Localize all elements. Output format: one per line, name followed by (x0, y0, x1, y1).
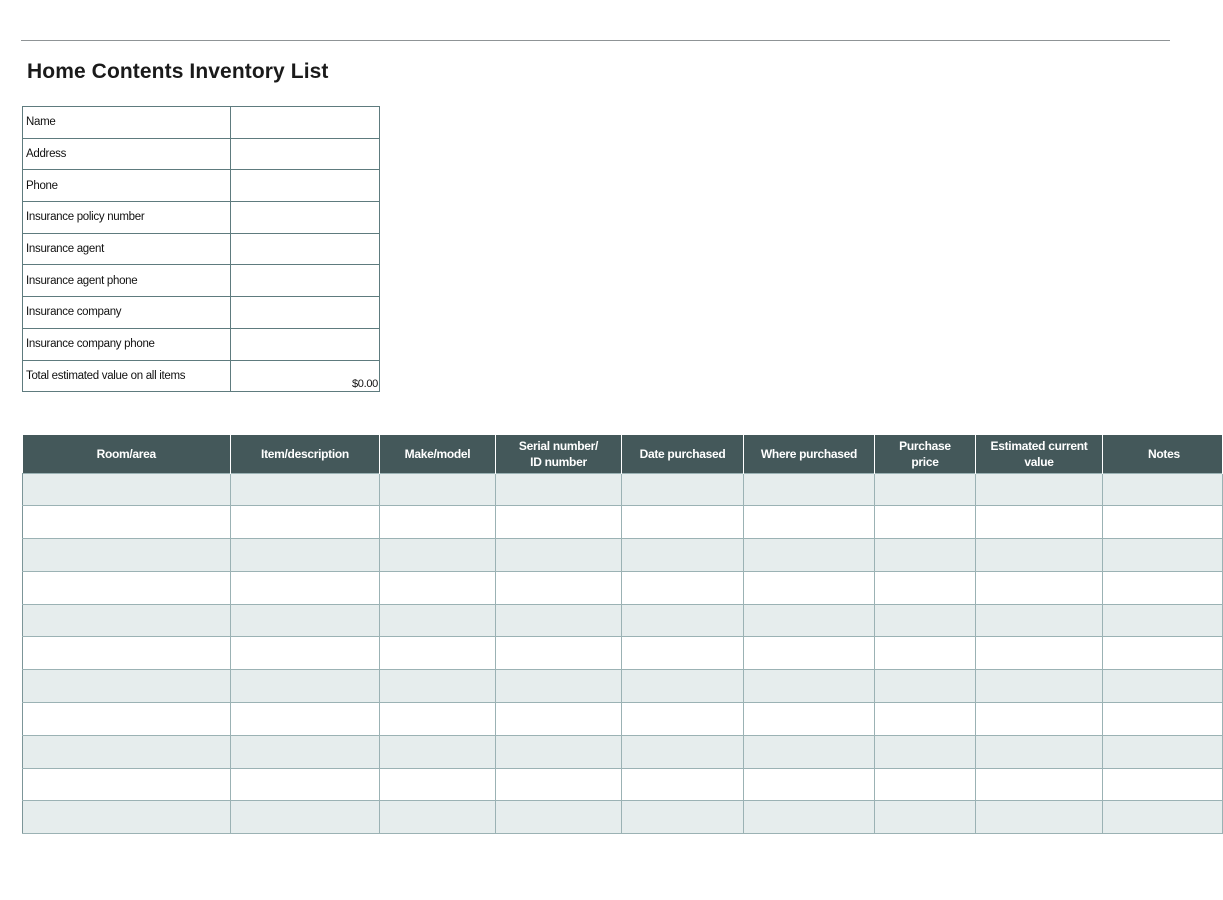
inventory-cell[interactable] (23, 571, 231, 604)
column-header-make-model: Make/model (380, 435, 496, 473)
inventory-cell[interactable] (875, 506, 976, 539)
inventory-cell[interactable] (23, 801, 231, 834)
inventory-cell[interactable] (23, 604, 231, 637)
inventory-cell[interactable] (1103, 735, 1223, 768)
inventory-cell[interactable] (1103, 571, 1223, 604)
inventory-cell[interactable] (622, 604, 744, 637)
inventory-cell[interactable] (496, 703, 622, 736)
column-header-where-purchased: Where purchased (744, 435, 875, 473)
inventory-cell[interactable] (231, 735, 380, 768)
info-row-total-value (23, 360, 380, 392)
inventory-cell[interactable] (744, 571, 875, 604)
column-header-notes: Notes (1103, 435, 1223, 473)
info-value-cell[interactable] (231, 138, 380, 170)
inventory-table-wrapper (22, 435, 1180, 834)
inventory-cell[interactable] (875, 604, 976, 637)
inventory-cell[interactable] (744, 539, 875, 572)
inventory-cell[interactable] (744, 801, 875, 834)
inventory-cell[interactable] (1103, 604, 1223, 637)
column-header-estimated-value: Estimated current value (976, 435, 1103, 473)
inventory-cell[interactable] (380, 571, 496, 604)
inventory-cell[interactable] (1103, 473, 1223, 506)
inventory-cell[interactable] (380, 604, 496, 637)
inventory-cell[interactable] (496, 604, 622, 637)
info-value-cell[interactable] (231, 202, 380, 234)
inventory-cell[interactable] (744, 768, 875, 801)
info-label: Insurance agent phone (23, 265, 231, 297)
inventory-cell[interactable] (622, 703, 744, 736)
inventory-cell[interactable] (875, 670, 976, 703)
inventory-cell[interactable] (976, 703, 1103, 736)
inventory-cell[interactable] (231, 506, 380, 539)
info-label: Insurance company phone (23, 328, 231, 360)
inventory-cell[interactable] (622, 571, 744, 604)
column-header-room: Room/area (23, 435, 231, 473)
inventory-cell[interactable] (231, 637, 380, 670)
info-label: Insurance company (23, 297, 231, 329)
inventory-cell[interactable] (496, 571, 622, 604)
info-label: Insurance policy number (23, 202, 231, 234)
inventory-cell[interactable] (976, 604, 1103, 637)
info-row-company (23, 297, 380, 329)
info-label: Insurance agent (23, 233, 231, 265)
inventory-cell[interactable] (496, 801, 622, 834)
page-title: Home Contents Inventory List (27, 60, 329, 83)
info-label: Name (23, 107, 231, 139)
inventory-cell[interactable] (231, 539, 380, 572)
inventory-cell[interactable] (875, 735, 976, 768)
inventory-cell[interactable] (622, 801, 744, 834)
inventory-cell[interactable] (1103, 670, 1223, 703)
info-row-company-phone (23, 328, 380, 360)
inventory-cell[interactable] (976, 571, 1103, 604)
inventory-cell[interactable] (622, 670, 744, 703)
table-row (23, 539, 1223, 572)
inventory-cell[interactable] (976, 539, 1103, 572)
inventory-table (22, 435, 1223, 834)
inventory-cell[interactable] (380, 801, 496, 834)
inventory-cell[interactable] (231, 670, 380, 703)
table-row (23, 768, 1223, 801)
inventory-header-row (23, 435, 1223, 473)
table-row (23, 637, 1223, 670)
inventory-cell[interactable] (1103, 539, 1223, 572)
inventory-cell[interactable] (622, 506, 744, 539)
inventory-cell[interactable] (875, 637, 976, 670)
inventory-cell[interactable] (23, 670, 231, 703)
info-label: Address (23, 138, 231, 170)
inventory-cell[interactable] (23, 637, 231, 670)
inventory-cell[interactable] (231, 604, 380, 637)
inventory-cell[interactable] (622, 637, 744, 670)
table-row (23, 506, 1223, 539)
inventory-cell[interactable] (622, 768, 744, 801)
inventory-cell[interactable] (496, 473, 622, 506)
inventory-cell[interactable] (976, 506, 1103, 539)
inventory-cell[interactable] (744, 637, 875, 670)
inventory-cell[interactable] (744, 670, 875, 703)
inventory-cell[interactable] (380, 735, 496, 768)
inventory-cell[interactable] (622, 539, 744, 572)
inventory-cell[interactable] (1103, 801, 1223, 834)
info-row-agent-phone (23, 265, 380, 297)
table-row (23, 571, 1223, 604)
inventory-cell[interactable] (496, 768, 622, 801)
inventory-cell[interactable] (875, 768, 976, 801)
table-row (23, 473, 1223, 506)
top-divider (21, 40, 1170, 41)
inventory-cell[interactable] (1103, 703, 1223, 736)
info-row-agent (23, 233, 380, 265)
inventory-cell[interactable] (23, 768, 231, 801)
inventory-cell[interactable] (875, 703, 976, 736)
inventory-cell[interactable] (380, 637, 496, 670)
table-row (23, 703, 1223, 736)
inventory-cell[interactable] (496, 670, 622, 703)
inventory-cell[interactable] (231, 801, 380, 834)
column-header-purchase-price: Purchase price (875, 435, 976, 473)
inventory-cell[interactable] (496, 637, 622, 670)
info-label: Phone (23, 170, 231, 202)
info-value-cell[interactable] (231, 107, 380, 139)
inventory-cell[interactable] (744, 506, 875, 539)
info-row-policy-number (23, 202, 380, 234)
inventory-cell[interactable] (380, 703, 496, 736)
table-row (23, 735, 1223, 768)
inventory-cell[interactable] (380, 768, 496, 801)
inventory-cell[interactable] (231, 473, 380, 506)
inventory-cell[interactable] (875, 539, 976, 572)
inventory-cell[interactable] (744, 604, 875, 637)
inventory-cell[interactable] (23, 735, 231, 768)
inventory-cell[interactable] (976, 637, 1103, 670)
inventory-cell[interactable] (231, 768, 380, 801)
info-value-cell[interactable] (231, 297, 380, 329)
inventory-cell[interactable] (380, 473, 496, 506)
owner-info-table (22, 106, 380, 392)
inventory-cell[interactable] (496, 539, 622, 572)
table-row (23, 670, 1223, 703)
inventory-cell[interactable] (976, 801, 1103, 834)
inventory-cell[interactable] (976, 768, 1103, 801)
info-row-name (23, 107, 380, 139)
table-row (23, 604, 1223, 637)
info-label: Total estimated value on all items (23, 360, 231, 392)
column-header-item: Item/description (231, 435, 380, 473)
inventory-cell[interactable] (976, 670, 1103, 703)
inventory-cell[interactable] (875, 473, 976, 506)
inventory-cell[interactable] (23, 473, 231, 506)
inventory-cell[interactable] (23, 703, 231, 736)
info-value-cell[interactable] (231, 233, 380, 265)
inventory-cell[interactable] (875, 801, 976, 834)
inventory-body (23, 473, 1223, 834)
inventory-cell[interactable] (496, 735, 622, 768)
column-header-date-purchased: Date purchased (622, 435, 744, 473)
inventory-cell[interactable] (380, 506, 496, 539)
inventory-cell[interactable] (380, 539, 496, 572)
inventory-cell[interactable] (744, 735, 875, 768)
info-row-address (23, 138, 380, 170)
inventory-cell[interactable] (496, 506, 622, 539)
inventory-cell[interactable] (875, 571, 976, 604)
table-row (23, 801, 1223, 834)
inventory-cell[interactable] (976, 735, 1103, 768)
inventory-cell[interactable] (231, 571, 380, 604)
inventory-cell[interactable] (1103, 768, 1223, 801)
inventory-cell[interactable] (976, 473, 1103, 506)
inventory-cell[interactable] (23, 506, 231, 539)
info-value-cell[interactable] (231, 328, 380, 360)
info-value-cell[interactable] (231, 265, 380, 297)
inventory-cell[interactable] (1103, 506, 1223, 539)
column-header-serial: Serial number/ ID number (496, 435, 622, 473)
inventory-cell[interactable] (622, 735, 744, 768)
total-value-cell: $0.00 (231, 360, 380, 392)
info-value-cell[interactable] (231, 170, 380, 202)
inventory-cell[interactable] (231, 703, 380, 736)
inventory-cell[interactable] (380, 670, 496, 703)
info-row-phone (23, 170, 380, 202)
inventory-cell[interactable] (744, 703, 875, 736)
inventory-cell[interactable] (622, 473, 744, 506)
inventory-cell[interactable] (23, 539, 231, 572)
inventory-cell[interactable] (744, 473, 875, 506)
inventory-cell[interactable] (1103, 637, 1223, 670)
